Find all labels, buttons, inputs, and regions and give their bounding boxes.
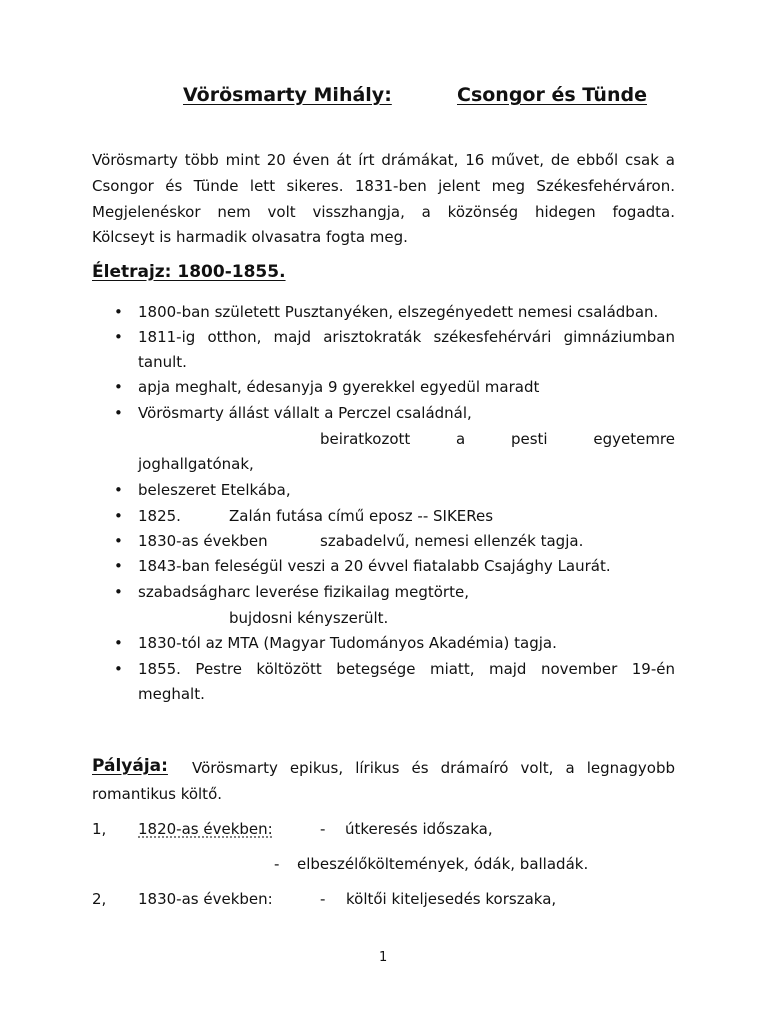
bio-heading: Életrajz: 1800-1855. [92,262,286,282]
career-line-1: Vörösmarty epikus, lírikus és drámaíró volt, a legnagyobb [192,759,675,777]
period-2-number: 2, [92,890,107,908]
career-line-2: romantikus költő. [92,785,223,803]
bio-item-7-text: szabadelvű, nemesi ellenzék tagja. [320,532,584,550]
intro-line-1: Vörösmarty több mint 20 éven át írt drámákat, 16 művet, de ebből csak a [92,151,675,169]
period-1b-dash: - [274,855,280,873]
bullet-icon: • [114,404,123,422]
bio-item-4-cont: beiratkozott a pesti egyetemre [320,430,675,448]
bio-item-6-year: 1825. [138,507,181,525]
bullet-icon: • [114,378,123,396]
bullet-icon: • [114,660,123,678]
bullet-icon: • [114,557,123,575]
bullet-icon: • [114,507,123,525]
page-number: 1 [379,950,388,965]
period-2-dash: - [320,890,326,908]
bio-item-9-cont: bujdosni kényszerült. [229,609,389,627]
bio-item-10: 1830-tól az MTA (Magyar Tudományos Akadémia) tagja. [138,634,557,652]
bio-item-11-cont: meghalt. [138,685,205,703]
period-2-text: költői kiteljesedés korszaka, [346,890,557,908]
period-1-number: 1, [92,820,107,838]
bio-item-2: 1811-ig otthon, majd arisztokraták székesfehérvári gimnáziumban [138,328,675,346]
bullet-icon: • [114,634,123,652]
bio-item-5: beleszeret Etelkába, [138,481,291,499]
bio-item-3: apja meghalt, édesanyja 9 gyerekkel egyedül maradt [138,378,540,396]
period-1-dash: - [320,820,326,838]
period-1b-text: elbeszélőköltemények, ódák, balladák. [297,855,589,873]
bullet-icon: • [114,481,123,499]
period-1-text: útkeresés időszaka, [345,820,493,838]
title-author: Vörösmarty Mihály: [183,84,392,106]
intro-line-4: Kölcseyt is harmadik olvasatra fogta meg. [92,228,408,246]
title-work: Csongor és Tünde [457,84,647,106]
bio-item-4-cont-2: joghallgatónak, [138,455,254,473]
period-1-label: 1820-as években: [138,820,273,838]
bullet-icon: • [114,532,123,550]
career-heading: Pályája: [92,756,168,776]
bullet-icon: • [114,303,123,321]
intro-line-2: Csongor és Tünde lett sikeres. 1831-ben jelent meg Székesfehérváron. [92,177,675,195]
bio-item-8: 1843-ban feleségül veszi a 20 évvel fiatalabb Csajághy Laurát. [138,557,611,575]
bio-item-7-label: 1830-as években [138,532,268,550]
bio-item-4: Vörösmarty állást vállalt a Perczel családnál, [138,404,472,422]
bio-item-6-text: Zalán futása című eposz -- SIKERes [229,507,494,525]
bullet-icon: • [114,328,123,346]
bio-item-11: 1855. Pestre költözött betegsége miatt, majd november 19-én [138,660,675,678]
bio-item-2-cont: tanult. [138,353,187,371]
intro-line-3: Megjelenéskor nem volt visszhangja, a közönség hidegen fogadta. [92,203,675,221]
bio-item-9: szabadságharc leverése fizikailag megtörte, [138,583,469,601]
bio-item-1: 1800-ban született Pusztanyéken, elszegényedett nemesi családban. [138,303,659,321]
period-2-label: 1830-as években: [138,890,273,908]
bullet-icon: • [114,583,123,601]
